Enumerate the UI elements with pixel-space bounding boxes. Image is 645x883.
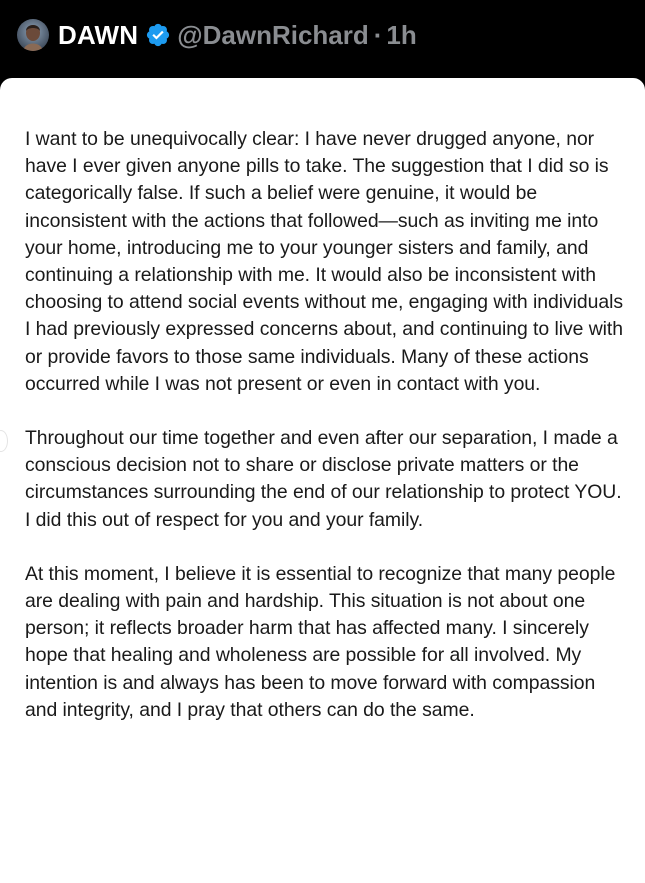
statement-paragraph-2: Throughout our time together and even after our separation, I made a conscious decision not to share or disclose private matters or the circumstances surrounding the end of our relationship to protect YOU. I did this out of respect for you and your family. (25, 427, 622, 531)
avatar[interactable] (17, 19, 49, 51)
post-timestamp[interactable]: 1h (386, 19, 417, 50)
post-body-image (0, 78, 645, 883)
user-handle[interactable]: @DawnRichard (177, 19, 369, 50)
separator-dot: · (373, 19, 383, 50)
verified-badge-icon (145, 22, 171, 48)
post-header (0, 0, 645, 78)
statement-paragraph-3: At this moment, I believe it is essential to recognize that many people are dealing with pain and hardship. This situation is not about one person; it reflects broader harm that has affected many. I sincerely hope that healing and wholeness are possible for all involved. My intention is and always has been to move forward with compassion and integrity, and I pray that others can do the same. (25, 562, 616, 721)
statement-paragraph-1: I want to be unequivocally clear: I have never drugged anyone, nor have I ever given anyone pills to take. The suggestion that I did so is categorically false. If such a belief were genuine, it would be inconsistent with the actions that followed—such as inviting me into your home, introducing me to your younger sisters and family, and continuing a relationship with me. It would also be inconsistent with choosing to attend social events without me, engaging with individuals I had previously expressed concerns about, and continuing to live with or provide favors to those same individuals. Many of these actions occurred while I was not present or even in contact with you. (25, 128, 623, 395)
display-name[interactable]: DAWN (58, 19, 139, 50)
